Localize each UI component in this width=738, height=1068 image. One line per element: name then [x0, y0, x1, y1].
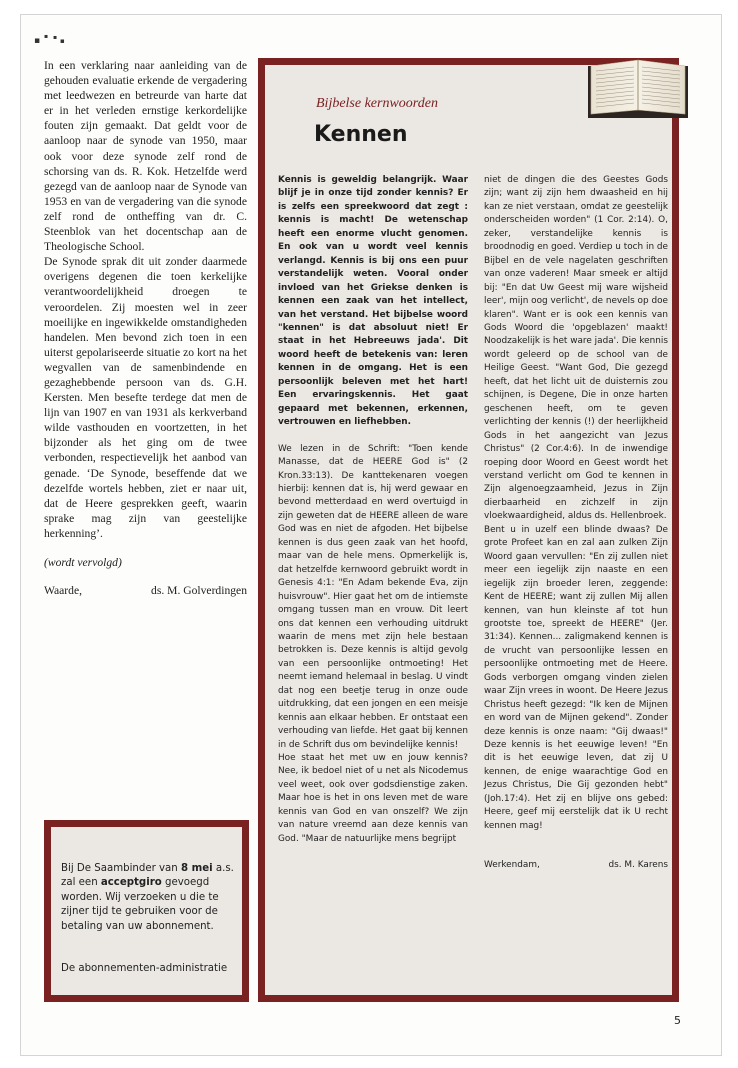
article-border-right — [672, 58, 679, 1002]
scan-speck: ▪ — [44, 33, 49, 40]
article-box — [258, 58, 679, 1002]
article-column-right — [484, 174, 668, 873]
notice-text-end: gevoegd worden. Wij verzoeken u die te zijner tijd te gebruiken voor de betaling van uw abonnement. — [61, 877, 219, 932]
article-signature — [484, 859, 668, 872]
article-border-bottom — [258, 995, 679, 1002]
left-signature-place: Waarde, — [44, 584, 83, 598]
notice-border-top — [44, 820, 249, 827]
article-title: Kennen — [314, 122, 408, 147]
scan-speck: ▪ — [34, 36, 41, 46]
left-paragraph-2: De Synode sprak dit uit zonder daarmede overigens degenen die toen kerkelijke verantwoordelijkheid droegen te veroordelen. Zij moesten wel in zeer moeilijke en ingewikkelde omstandigheden handelen. Men bevond zich toen in een uiterst gepolariseerde situatie zo kort na het wegvallen van de samenbindende en gezaghebbende persoon van ds. G.H. Kersten. Men besefte terdege dat men de lijn van 1907 en van 1931 als kerkverband wilde vasthouden en voortzetten, in het bijzonder als het ging om de twee verbonden, respectievelijk het aanbod van genade. ‘De Synode, beseffende dat we dezelfde wortels hebben, ziet er naar uit, dat de Heere gesprekken geeft, waarin sprake mag zijn van geestelijke herkenning’. — [44, 255, 247, 540]
page-number: 5 — [674, 1014, 681, 1027]
notice-signature: De abonnementen-administratie — [61, 963, 228, 974]
article-signature-author: ds. M. Karens — [608, 860, 668, 871]
left-column — [44, 58, 247, 598]
scan-speck: ▪ — [60, 37, 65, 45]
article-border-left — [258, 58, 265, 1002]
notice-date: 8 mei — [181, 863, 213, 874]
open-bible-icon — [586, 52, 690, 122]
notice-border-bottom — [44, 995, 249, 1002]
left-paragraph-1: In een verklaring naar aanleiding van de gehouden evaluatie erkende de vergadering met leedwezen en betreurde van harte dat er in het verleden ernstige kerkordelijke fouten zijn gemaakt. Dat geldt voor de aanloop naar de synode van 1950, maar ook voor deze synode zelf rond de schorsing van ds. R. Kok. Hetzelfde werd gezegd van de aanloop naar de Synode van 1953 en van de vergadering van die synode zelf rond de ontheffing van dr. C. Steenblok van het docentschap aan de Theologische School. — [44, 59, 247, 254]
left-signature-author: ds. M. Golverdingen — [151, 584, 247, 598]
notice-text — [61, 862, 239, 934]
article-lead: Kennis is geweldig belangrijk. Waar blijf je in onze tijd zonder kennis? Er is zelfs een spreekwoord dat zegt : kennis is macht! De wetenschap heeft een enorme vlucht genomen. En ook van u wordt veel kennis verlangd. Kennis is bij ons een puur verstandelijk weten. Vooral onder invloed van het Griekse denken is kennen een zaak van het intellect, van het verstand. Het bijbelse woord "kennen" is dat absoluut niet! Er staat in het Hebreeuws jada'. Dit woord heeft de betekenis van: leren kennen in de omgang. Het is een persoonlijk beleven met het hart! Een ervaringskennis. Het gaat gepaard met bekennen, erkennen, vertrouwen en liefhebben. — [278, 175, 468, 428]
to-be-continued: (wordt vervolgd) — [44, 556, 122, 569]
subscription-notice — [44, 820, 249, 1002]
notice-text-start: Bij De Saambinder van — [61, 863, 181, 874]
notice-text-mid: a.s. zal een — [61, 863, 234, 889]
article-kicker: Bijbelse kernwoorden — [316, 96, 438, 111]
scan-speck: ▪ — [53, 34, 58, 41]
notice-border-right — [242, 820, 249, 1002]
left-signature — [44, 583, 247, 598]
article-paragraph: Bent u in uzelf een blinde dwaas? De grote Profeet kan en zal aan zulken Zijn Woord gaan vervullen: "En zij zullen niet meer een iegelijk zijn naaste en een iegelijk zijn broeder leren, zeggende: Kent de HEERE; want zij zullen Mij allen kennen, van hun kleinste af tot hun grootste toe, spreekt de HEERE" (Jer. 31:34). Kennen... zaligmakend kennen is de vrucht van persoonlijke lessen en persoonlijke ontmoeting met de Heere. Gods verborgen omgang vinden zielen waar Zijn vrees in woont. De Heere Jezus Christus heeft gezegd: "Ik ken de Mijnen en word van de Mijnen gekend". Zonder deze kennis is onze naam: "Gij dwaas!" Deze kennis is het eeuwige leven! "En dit is het eeuwige leven, dat zij U kennen, de enige waarachtige God en Jezus Christus, Die Gij gezonden hebt" (Joh.17:4). Het zij en blijve ons gebed: Heere, geef mij eerstelijk dat ik U recht kennen mag! — [484, 524, 668, 831]
notice-border-left — [44, 820, 51, 1002]
article-signature-place: Werkendam, — [484, 860, 540, 871]
notice-highlight: acceptgiro — [100, 877, 162, 889]
article-column-left — [278, 174, 468, 846]
article-paragraph: We lezen in de Schrift: "Toen kende Manasse, dat de HEERE God is" (2 Kron.33:13). De kanttekenaren voegen hierbij: kennen dat is, hij werd gewaar en bevond metterdaad en werd overtuigd in zijn geweten dat de HEERE alleen de ware God was en niet de afgoden. Het bijbelse kennen is dus geen zaak van het hoofd, maar van de hele mens. Opmerkelijk is, dat hetzelfde kernwoord gebruikt wordt in Genesis 4:1: "En Adam bekende Eva, zijn huisvrouw". Hier gaat het om de intiemste omgang tussen man en vrouw. Dit leert ons dat kennen een verhouding uitdrukt waarin de mens met zijn hele bestaan betrokken is. Deze kennis is altijd gevolg van een persoonlijke ontmoeting! Het neemt iemand helemaal in beslag. U vindt dat nog een beetje terug in onze oude uitdrukking, dat een jongen en een meisje kennis aan elkaar hebben. Er ontstaat een verhouding van liefde. Het gaat bij kennen in de Schrift dus om bevindelijke kennis! — [278, 443, 468, 750]
article-paragraph: Hoe staat het met uw en jouw kennis? Nee, ik bedoel niet of u net als Nicodemus veel weet, ook over godsdienstige zaken. Maar hoe is het in ons leven met de ware kennis van God en van onszelf? We zijn van nature vreemd aan deze kennis van God. "Maar de natuurlijke mens begrijpt — [278, 753, 468, 844]
article-paragraph: niet de dingen die des Geestes Gods zijn; want zij zijn hem dwaasheid en hij kan ze niet verstaan, omdat ze geestelijk onderscheiden worden" (1 Cor. 2:14). O, zeker, verstandelijke kennis is broodnodig en goed. Verdiep u toch in de Bijbel en de vele nagelaten geschriften van onze vaderen! Maar smeek er altijd bij: "En dat Uw Geest mij ware wijsheid leer', mijn oog verlicht', de nevels op doe klaren". Want er is ook een kennis van Gods Woord die 'opgeblazen' maakt! Noodzakelijk is het ware jada'. Die kennis wordt geleerd op de school van de Heilige Geest. "Want God, Die gezegd heeft, dat het licht uit de duisternis zou schijnen, is Degene, Die in onze harten geschenen heeft, om te geven verlichting der kennis (!) der heerlijkheid Gods in het aangezicht van Jezus Christus" (2 Cor.4:6). In de inwendige roeping door Woord en Geest wordt het verstand verlicht om God te kennen in Zijn algenoegzaamheid, Jezus in Zijn dierbaarheid en zichzelf in zijn vloekwaardigheid, aldus ds. Hellenbroek. — [484, 175, 668, 522]
